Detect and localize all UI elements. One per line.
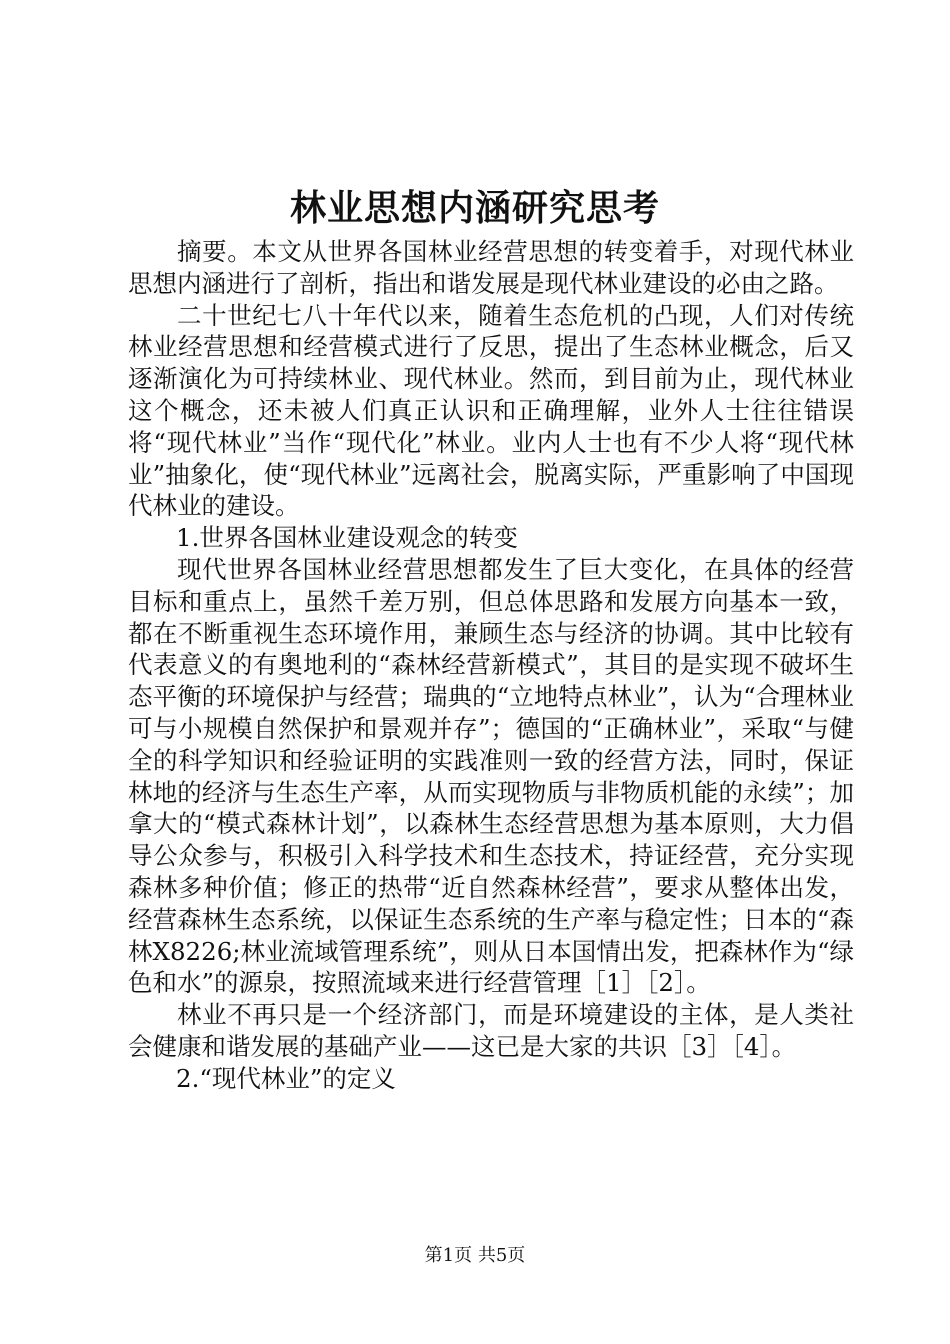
section-heading-2: 2.“现代林业”的定义	[176, 1063, 396, 1093]
page-footer: 第1页 共5页	[424, 1245, 526, 1266]
abstract-paragraph: 摘要。本文从世界各国林业经营思想的转变着手，对现代林业思想内涵进行了剖析，指出和谐发展是现代林业建设的必由之路。	[128, 237, 854, 298]
intro-paragraph: 二十世纪七八十年代以来，随着生态危机的凸现，人们对传统林业经营思想和经营模式进行了反思，提出了生态林业概念，后又逐渐演化为可持续林业、现代林业。然而，到目前为止，现代林业这个概念，还未被人们真正认识和正确理解，业外人士往往错误将“现代林业”当作“现代化”林业。业内人士也有不少人将“现代林业”抽象化，使“现代林业”远离社会，脱离实际，严重影响了中国现代林业的建设。	[128, 300, 854, 521]
section-1-conclusion-paragraph: 林业不再只是一个经济部门，而是环境建设的主体，是人类社会健康和谐发展的基础产业——这已是大家的共识［3］［4］。	[128, 1000, 854, 1061]
document-title: 林业思想内涵研究思考	[289, 187, 660, 229]
section-1-paragraph: 现代世界各国林业经营思想都发生了巨大变化，在具体的经营目标和重点上，虽然千差万别，但总体思路和发展方向基本一致，都在不断重视生态环境作用，兼顾生态与经济的协调。其中比较有代表意义的有奥地利的“森林经营新模式”，其目的是实现不破坏生态平衡的环境保护与经营；瑞典的“立地特点林业”，认为“合理林业可与小规模自然保护和景观并存”；德国的“正确林业”，采取“与健全的科学知识和经验证明的实践准则一致的经营方法，同时，保证林地的经济与生态生产率，从而实现物质与非物质机能的永续”；加拿大的“模式森林计划”，以森林生态经营思想为基本原则，大力倡导公众参与，积极引入科学技术和生态技术，持证经营，充分实现森林多种价值；修正的热带“近自然森林经营”，要求从整体出发，经营森林生态系统，以保证生态系统的生产率与稳定性；日本的“森林X8226;林业流域管理系统”，则从日本国情出发，把森林作为“绿色和水”的源泉，按照流域来进行经营管理［1］［2］。	[128, 554, 854, 998]
document-body	[128, 236, 854, 1095]
section-heading-1: 1.世界各国林业建设观念的转变	[176, 523, 518, 553]
